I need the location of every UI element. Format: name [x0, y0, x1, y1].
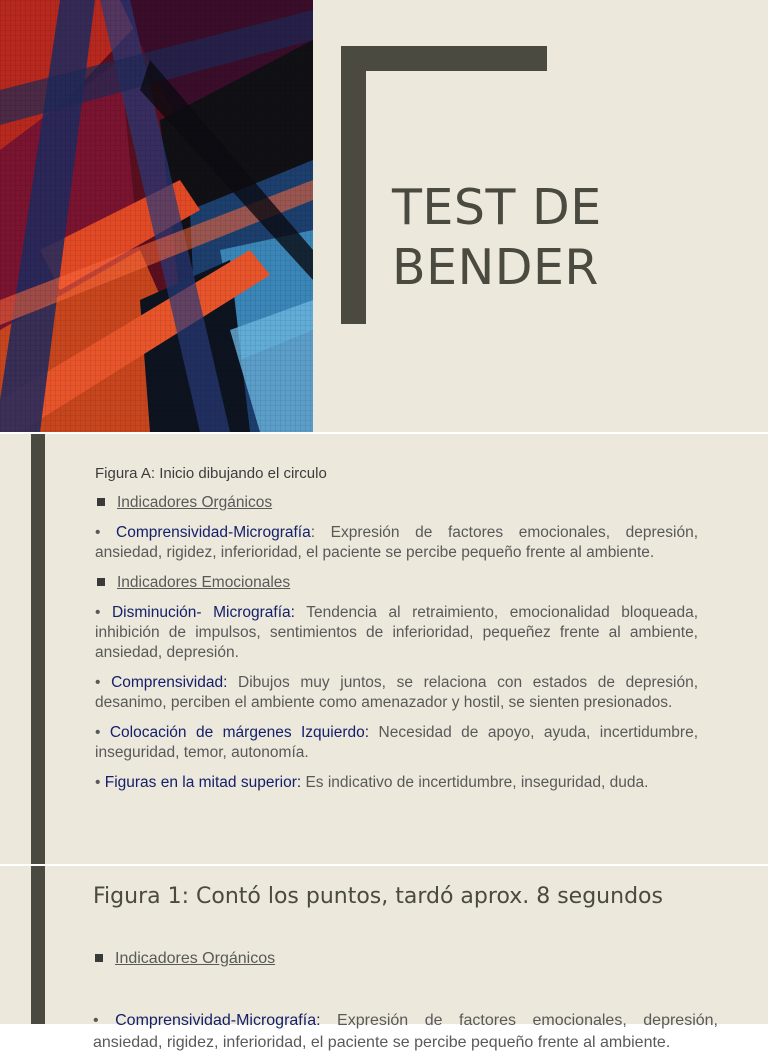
paragraph-comprensividad-micrografia: • Comprensividad-Micrografía: Expresión de factores emocionales, depresión, ansiedad, rigidez, inferioridad, el paciente se percibe pequeño frente al ambiente.: [93, 1012, 718, 1051]
term: Comprensividad-Micrografía: [116, 524, 311, 541]
term: Colocación de márgenes Izquierdo:: [109, 724, 370, 741]
square-bullet-icon: [95, 954, 103, 962]
figure-a-slide: [0, 434, 768, 864]
term: Comprensividad:: [111, 674, 228, 691]
paragraph-margenes: • Colocación de márgenes Izquierdo: Necesidad de apoyo, ayuda, incertidumbre, inseguridad, temor, autonomía.: [95, 724, 698, 761]
accent-bar: [31, 434, 45, 864]
figure-1-slide: [0, 866, 768, 1051]
square-bullet-icon: [97, 578, 105, 586]
slide-content: [95, 464, 698, 803]
section-heading-organicos: Indicadores Orgánicos: [93, 950, 275, 968]
paragraph-disminucion: • Disminución- Micrografía: Tendencia al retraimiento, emocionalidad bloqueada, inhibición de impulsos, sentimientos de inferioridad, pequeñez frente al ambiente, ansiedad, depresión.: [95, 604, 698, 661]
paragraph-mitad-superior: • Figuras en la mitad superior: Es indicativo de incertidumbre, inseguridad, duda.: [95, 774, 649, 791]
paragraph-comprensividad-micrografia: • Comprensividad-Micrografía: Expresión de factores emocionales, depresión, ansiedad, rigidez, inferioridad, el paciente se percibe pequeño frente al ambiente.: [95, 524, 699, 561]
square-bullet-icon: [97, 498, 105, 506]
section-heading-organicos: Indicadores Orgánicos: [95, 493, 698, 513]
term: Comprensividad-Micrografía:: [115, 1012, 321, 1029]
abstract-geometric-artwork: [0, 0, 313, 432]
figure-title: Figura 1: Contó los puntos, tardó aprox. 8 segundos: [93, 884, 663, 909]
term: Disminución- Micrografía:: [111, 604, 295, 621]
paragraph-comprensividad: • Comprensividad: Dibujos muy juntos, se relaciona con estados de depresión, desanimo, perciben el ambiente como amenazador y hostil, se sienten presionados.: [95, 674, 699, 711]
title-slide: [0, 0, 768, 432]
title-line-1: TEST DE: [392, 179, 602, 236]
section-heading-emocionales: Indicadores Emocionales: [95, 573, 698, 593]
title-bracket-vertical: [341, 46, 366, 324]
term: Figuras en la mitad superior:: [104, 774, 302, 791]
slide-title: [392, 178, 602, 298]
figure-title: Figura A: Inicio dibujando el circulo: [95, 465, 327, 482]
title-line-2: BENDER: [392, 239, 599, 296]
title-bracket-horizontal: [341, 46, 547, 71]
accent-bar: [31, 866, 45, 1024]
